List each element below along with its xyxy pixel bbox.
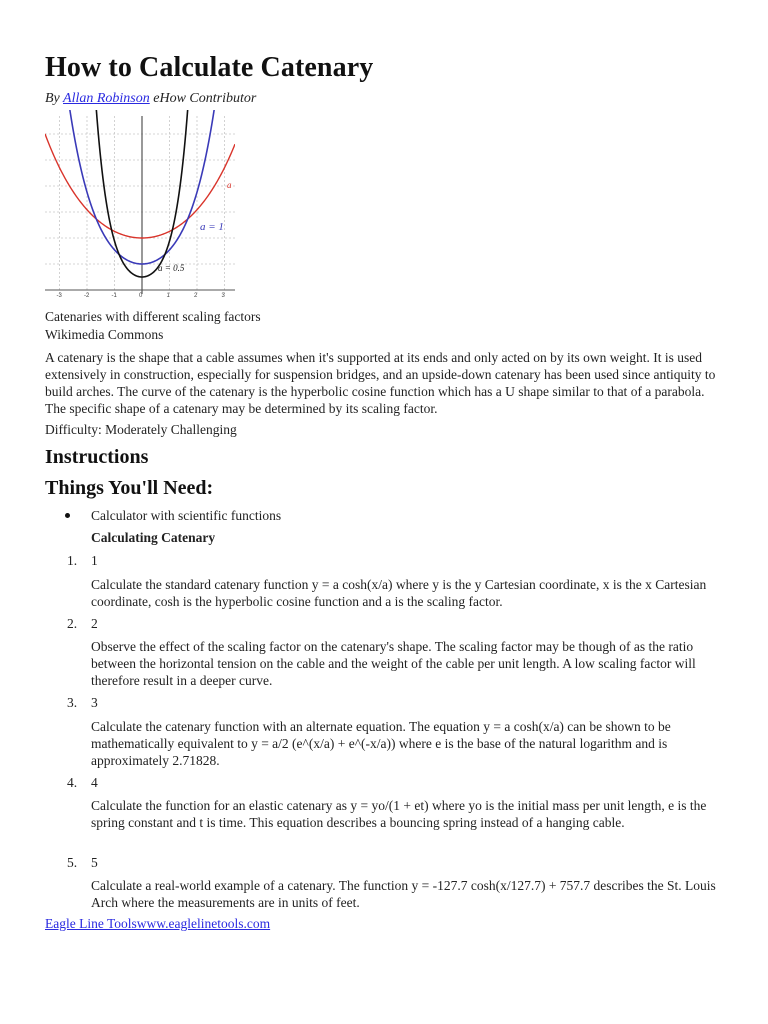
- byline: [45, 91, 256, 107]
- graph-background: [45, 110, 235, 298]
- step-number-1: 1: [91, 553, 98, 568]
- catenary-figure: [45, 110, 235, 303]
- step-marker-2: 2.: [67, 616, 78, 631]
- step-text-2: Observe the effect of the scaling factor on the catenary's shape. The scaling factor may be though of as the ratio between the horizontal tension on the cable and the weight of the cable per unit length. A low scaling factor will therefore result in a deeper curve.: [91, 639, 696, 688]
- bullet-icon: [65, 513, 70, 518]
- x-tick-label: 0: [139, 293, 143, 298]
- x-tick-label: 1: [166, 293, 170, 298]
- page-title: How to Calculate Catenary: [45, 52, 374, 83]
- calculating-subheading: Calculating Catenary: [91, 530, 216, 545]
- step-text-5: Calculate a real-world example of a catenary. The function y = -127.7 cosh(x/127.7) + 757.7 describes the St. Louis Arch where the measurements are in units of feet.: [91, 878, 716, 910]
- footer-link[interactable]: Eagle Line Toolswww.eaglelinetools.com: [45, 916, 271, 931]
- step-marker-1: 1.: [67, 553, 78, 568]
- step-text-3: Calculate the catenary function with an alternate equation. The equation y = a cosh(x/a) can be shown to be mathematically equivalent to y = a/2 (e^(x/a) + e^(-x/a)) where e is the base of the natural logarithm and is approximately 2.71828.: [91, 719, 671, 768]
- label-a05: a = 0.5: [158, 263, 185, 273]
- step-number-2: 2: [91, 616, 98, 631]
- author-link[interactable]: Allan Robinson: [63, 91, 150, 106]
- byline-prefix: By: [45, 91, 60, 106]
- x-tick-label: 2: [194, 293, 198, 298]
- step-text-1: Calculate the standard catenary function y = a cosh(x/a) where y is the y Cartesian coordinate, x is the x Cartesian coordinate, cosh is the hyperbolic cosine function and a is the scaling factor.: [91, 577, 707, 609]
- x-tick-label: -2: [84, 293, 90, 298]
- x-tick-label: -1: [111, 293, 117, 298]
- byline-suffix: eHow Contributor: [153, 91, 257, 106]
- intro-paragraph: A catenary is the shape that a cable assumes when it's supported at its ends and only acted on by its own weight. It is used extensively in construction, especially for suspension bridges, and an upside-down catenary has been used since antiquity to build arches. The curve of the catenary is the hyperbolic cosine function which has a U shape similar to that of a parabola. The specific shape of a catenary may be determined by its scaling factor.: [45, 350, 716, 416]
- step-text-4: Calculate the function for an elastic catenary as y = yo/(1 + et) where yo is the initial mass per unit length, e is the spring constant and t is time. This equation describes a bouncing spring instead of a hanging cable.: [91, 798, 707, 830]
- step-number-4: 4: [91, 775, 98, 790]
- things-needed-heading: Things You'll Need:: [45, 477, 214, 499]
- difficulty: Difficulty: Moderately Challenging: [45, 422, 237, 437]
- catenary-graph: [45, 110, 235, 298]
- figure-credit: Wikimedia Commons: [45, 327, 164, 342]
- label-a1: a = 1: [200, 221, 224, 233]
- step-marker-3: 3.: [67, 695, 78, 710]
- x-tick-label: 3: [221, 293, 225, 298]
- step-number-3: 3: [91, 695, 98, 710]
- instructions-heading: Instructions: [45, 446, 149, 468]
- label-a: a: [227, 180, 232, 190]
- figure-caption: Catenaries with different scaling factors: [45, 309, 261, 324]
- things-item: Calculator with scientific functions: [91, 508, 282, 523]
- step-marker-5: 5.: [67, 855, 78, 870]
- step-number-5: 5: [91, 855, 98, 870]
- step-marker-4: 4.: [67, 775, 78, 790]
- x-tick-label: -3: [56, 293, 62, 298]
